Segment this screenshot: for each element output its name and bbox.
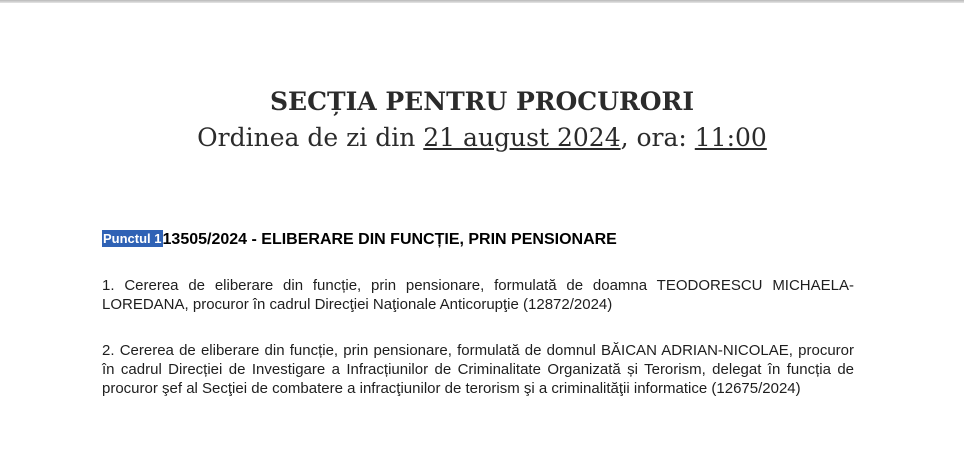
selected-text[interactable]: Punctul 1 xyxy=(103,231,162,246)
agenda-date: 21 august 2024 xyxy=(423,123,621,152)
top-border xyxy=(0,0,964,3)
page-title: SECȚIA PENTRU PROCURORI xyxy=(269,87,695,116)
section-heading xyxy=(102,229,617,250)
time-prefix: , ora: xyxy=(620,123,695,152)
agenda-item-1: 1. Cererea de eliberare din funcție, prin pensionare, formulată de doamna TEODORESCU MICHAELA-LOREDANA, procuror în cadrul Direcţiei Naţionale Anticorupţie (12872/2024) xyxy=(102,277,854,313)
agenda-time: 11:00 xyxy=(694,123,767,152)
agenda-item-2: 2. Cererea de eliberare din funcție, prin pensionare, formulată de domnul BĂICAN ADRIAN-NICOLAE, procuror în cadrul Direcției de Investigare a Infracțiunilor de Criminalitate Organizată și Terorism, delegat în funcția de procuror şef al Secţiei de combatere a infracţiunilor de terorism şi a criminalităţii informatice (12675/2024) xyxy=(102,342,854,397)
section-heading-text: 13505/2024 - ELIBERARE DIN FUNCȚIE, PRIN PENSIONARE xyxy=(162,231,617,248)
subtitle-prefix: Ordinea de zi din xyxy=(197,123,424,152)
agenda-subtitle xyxy=(0,122,964,154)
